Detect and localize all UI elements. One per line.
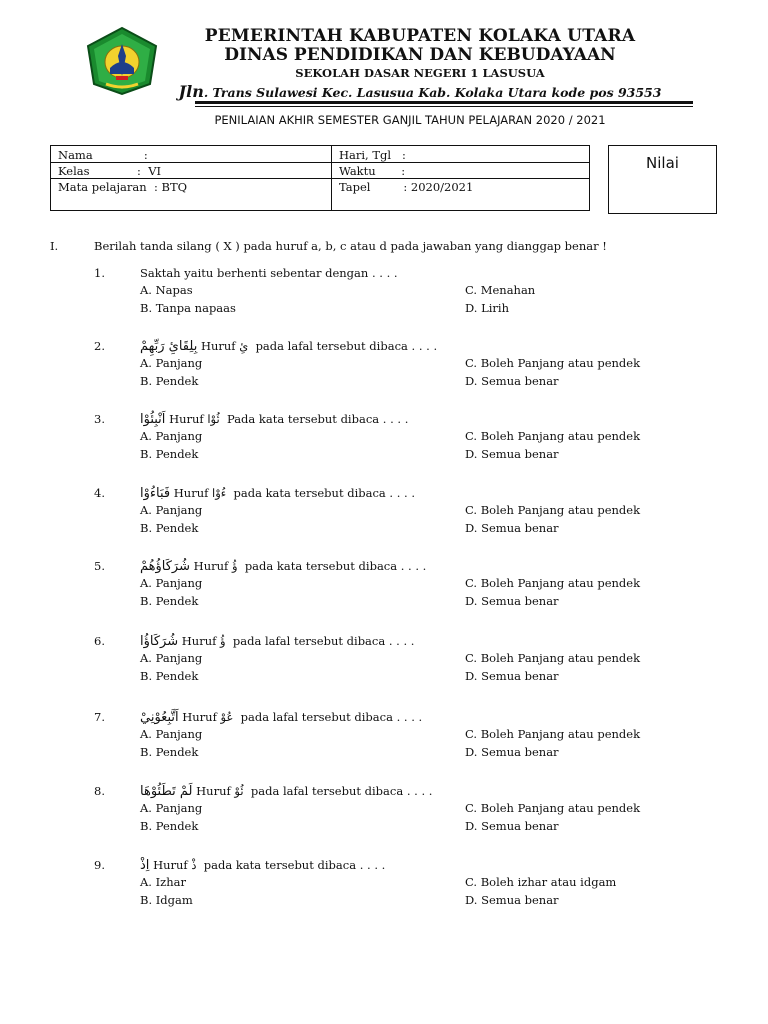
question-stem [140, 339, 437, 354]
arabic-word: لَمْ تَطَئُوْهَا [140, 784, 193, 799]
question-number: 2. [94, 339, 105, 353]
option-d[interactable]: D. Semua benar [465, 819, 559, 833]
arabic-word: شُرَكَاؤُا [140, 634, 179, 649]
exam-title: PENILAIAN AKHIR SEMESTER GANJIL TAHUN PELAJARAN 2020 / 2021 [214, 113, 606, 127]
question-text: pada kata tersebut dibaca . . . . [244, 559, 427, 573]
arabic-word: اَتَّبِعُوْنِيْ [140, 710, 179, 725]
option-c[interactable]: C. Boleh Panjang atau pendek [465, 576, 641, 590]
question-number: 6. [94, 634, 105, 648]
question-stem [140, 858, 385, 873]
huruf-label: Huruf ئُوْ [196, 784, 244, 798]
question-number: 1. [94, 266, 105, 280]
question-text: pada lafal tersebut dibaca . . . . [240, 710, 423, 724]
question-item [0, 486, 768, 546]
score-label: Nilai [646, 154, 679, 172]
address-text: . Trans Sulawesi Kec. Lasusua Kab. Kolaka Utara kode pos 93553 [203, 85, 662, 100]
question-item [0, 784, 768, 844]
question-item [0, 710, 768, 770]
huruf-label: Huruf ئِ [200, 339, 249, 353]
option-a[interactable]: A. Panjang [140, 576, 203, 590]
question-text: Saktah yaitu berhenti sebentar dengan . . . . [140, 266, 398, 280]
option-b[interactable]: B. Pendek [140, 669, 199, 683]
option-c[interactable]: C. Boleh Panjang atau pendek [465, 801, 641, 815]
field-hari-tgl[interactable]: Hari, Tgl : [339, 148, 406, 162]
section-number: I. [50, 239, 59, 253]
table-row-line [51, 178, 589, 179]
question-number: 3. [94, 412, 105, 426]
field-waktu[interactable]: Waktu : [339, 164, 406, 178]
header-department: DINAS PENDIDIKAN DAN KEBUDAYAAN [224, 45, 616, 65]
huruf-label: Huruf عُوْ [182, 710, 234, 724]
question-item [0, 858, 768, 918]
header-rule-thick [195, 101, 693, 104]
student-info-table [50, 145, 590, 211]
question-number: 5. [94, 559, 105, 573]
option-a[interactable]: A. Izhar [140, 875, 186, 889]
header-government: PEMERINTAH KABUPATEN KOLAKA UTARA [204, 26, 636, 46]
option-c[interactable]: C. Boleh izhar atau idgam [465, 875, 617, 889]
option-b[interactable]: B. Pendek [140, 819, 199, 833]
huruf-label: Huruf ذْ [153, 858, 197, 872]
question-stem [140, 634, 414, 649]
header-school: SEKOLAH DASAR NEGERI 1 LASUSUA [295, 66, 545, 80]
huruf-label: Huruf ؤُ [193, 559, 238, 573]
score-box[interactable] [608, 145, 717, 214]
question-stem [140, 412, 408, 427]
option-a[interactable]: A. Panjang [140, 429, 203, 443]
option-c[interactable]: C. Boleh Panjang atau pendek [465, 651, 641, 665]
option-d[interactable]: D. Semua benar [465, 745, 559, 759]
arabic-word: بِلِقَائِ رَبِّهِمْ [140, 339, 198, 354]
question-text: pada kata tersebut dibaca . . . . [233, 486, 416, 500]
option-d[interactable]: D. Semua benar [465, 594, 559, 608]
option-b[interactable]: B. Tanpa napaas [140, 301, 236, 315]
question-stem [140, 784, 432, 799]
option-c[interactable]: C. Boleh Panjang atau pendek [465, 356, 641, 370]
header-address [170, 82, 670, 101]
question-stem [140, 559, 426, 574]
question-stem [140, 266, 398, 280]
question-number: 7. [94, 710, 105, 724]
question-number: 4. [94, 486, 105, 500]
question-text: pada lafal tersebut dibaca . . . . [250, 784, 433, 798]
question-item [0, 412, 768, 472]
question-text: pada lafal tersebut dibaca . . . . [255, 339, 438, 353]
field-tapel[interactable]: Tapel : 2020/2021 [339, 180, 474, 194]
option-a[interactable]: A. Panjang [140, 503, 203, 517]
field-nama[interactable]: Nama : [58, 148, 148, 162]
question-stem [140, 710, 422, 725]
arabic-word: اَنْبِئُوْا [140, 412, 166, 427]
option-c[interactable]: C. Boleh Panjang atau pendek [465, 727, 641, 741]
option-c[interactable]: C. Menahan [465, 283, 536, 297]
table-row-line [51, 162, 589, 163]
option-d[interactable]: D. Semua benar [465, 447, 559, 461]
arabic-word: اِذْ [140, 858, 150, 873]
field-mata-pelajaran[interactable]: Mata pelajaran : BTQ [58, 180, 188, 194]
option-a[interactable]: A. Panjang [140, 727, 203, 741]
question-text: pada kata tersebut dibaca . . . . [203, 858, 386, 872]
question-text: pada lafal tersebut dibaca . . . . [232, 634, 415, 648]
kabupaten-logo [86, 26, 158, 96]
question-item [0, 559, 768, 619]
option-b[interactable]: B. Idgam [140, 893, 193, 907]
address-prefix: Jln [178, 82, 204, 101]
option-b[interactable]: B. Pendek [140, 447, 199, 461]
option-b[interactable]: B. Pendek [140, 521, 199, 535]
option-b[interactable]: B. Pendek [140, 745, 199, 759]
question-item [0, 266, 768, 326]
question-item [0, 339, 768, 399]
huruf-label: Huruf ؤُ [181, 634, 226, 648]
option-a[interactable]: A. Panjang [140, 651, 203, 665]
instruction-text: Berilah tanda silang ( X ) pada huruf a, b, c atau d pada jawaban yang dianggap benar ! [94, 239, 607, 253]
option-d[interactable]: D. Lirih [465, 301, 510, 315]
header-rule-thin [195, 106, 693, 107]
question-text: Pada kata tersebut dibaca . . . . [226, 412, 409, 426]
option-a[interactable]: A. Napas [140, 283, 193, 297]
question-item [0, 634, 768, 694]
option-d[interactable]: D. Semua benar [465, 669, 559, 683]
huruf-label: Huruf ئُوْا [169, 412, 220, 426]
option-d[interactable]: D. Semua benar [465, 521, 559, 535]
question-number: 9. [94, 858, 105, 872]
field-kelas[interactable]: Kelas : VI [58, 164, 162, 178]
option-c[interactable]: C. Boleh Panjang atau pendek [465, 429, 641, 443]
huruf-label: Huruf ءُوْا [173, 486, 227, 500]
option-a[interactable]: A. Panjang [140, 356, 203, 370]
question-number: 8. [94, 784, 105, 798]
option-d[interactable]: D. Semua benar [465, 374, 559, 388]
question-stem [140, 486, 415, 501]
option-d[interactable]: D. Semua benar [465, 893, 559, 907]
arabic-word: شُرَكَاؤُهُمْ [140, 559, 191, 574]
option-b[interactable]: B. Pendek [140, 374, 199, 388]
option-a[interactable]: A. Panjang [140, 801, 203, 815]
arabic-word: فَبَاءُوْا [140, 486, 171, 501]
option-b[interactable]: B. Pendek [140, 594, 199, 608]
option-c[interactable]: C. Boleh Panjang atau pendek [465, 503, 641, 517]
